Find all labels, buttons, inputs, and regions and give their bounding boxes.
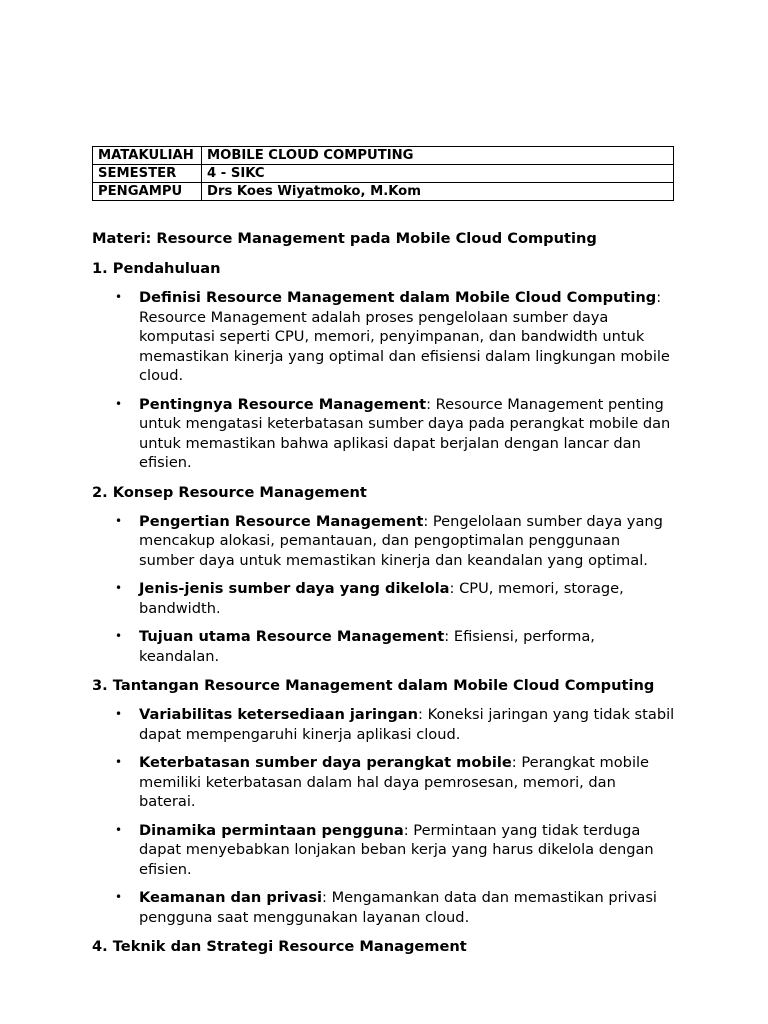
section-heading: 2. Konsep Resource Management [92, 483, 367, 501]
bullet-list [92, 705, 692, 927]
item-separator: : [403, 821, 409, 839]
list-item [92, 821, 677, 880]
bullet-list [92, 512, 692, 667]
list-item [92, 288, 677, 386]
item-text: Pengelolaan sumber daya yang mencakup alokasi, pemantauan, dan pengoptimalan penggunaan sumber daya untuk memastikan kinerja dan keandalan yang optimal. [139, 512, 663, 569]
list-item [92, 395, 677, 473]
table-row [93, 183, 674, 201]
item-text: Perangkat mobile memiliki keterbatasan dalam hal daya pemrosesan, memori, dan baterai. [139, 754, 650, 810]
item-text: CPU, memori, storage, bandwidth. [139, 580, 624, 617]
item-text: Resource Management penting untuk mengatasi keterbatasan sumber daya pada perangkat mobile dan untuk memastikan bahwa aplikasi dapat berjalan dengan lancar dan efisien. [139, 395, 671, 471]
bullet-icon: • [115, 581, 123, 595]
row-value: MOBILE CLOUD COMPUTING [202, 147, 674, 165]
item-separator: : [511, 754, 517, 771]
item-separator: : [423, 512, 429, 530]
list-item [92, 627, 677, 666]
row-label: MATAKULIAH [93, 147, 202, 165]
item-text: Resource Management adalah proses pengelolaan sumber daya komputasi seperti CPU, memori, penyimpanan, dan bandwidth untuk memastikan kinerja yang optimal dan efisiensi dalam lingkungan mobile cloud. [139, 308, 670, 384]
item-separator: : [322, 889, 327, 906]
materi-title: Materi: Resource Management pada Mobile Cloud Computing [92, 230, 597, 247]
row-label: SEMESTER [93, 165, 202, 183]
section-heading: 1. Pendahuluan [92, 260, 221, 277]
document-body [92, 229, 692, 957]
row-value: 4 - SIKC [202, 165, 674, 183]
section-heading: 4. Teknik dan Strategi Resource Management [92, 938, 467, 955]
bullet-icon: • [115, 755, 123, 769]
list-item [92, 753, 677, 812]
item-term: Pengertian Resource Management [139, 512, 424, 530]
list-item [92, 705, 677, 744]
item-separator: : [449, 580, 455, 597]
course-info-table [92, 146, 674, 201]
item-term: Jenis-jenis sumber daya yang dikelola [139, 580, 450, 597]
item-term: Pentingnya Resource Management [139, 395, 427, 413]
section-heading: 3. Tantangan Resource Management dalam Mobile Cloud Computing [92, 677, 655, 694]
bullet-list [92, 288, 692, 473]
row-value: Drs Koes Wiyatmoko, M.Kom [202, 183, 674, 201]
bullet-icon: • [115, 629, 123, 643]
item-separator: : [656, 289, 662, 306]
item-separator: : [418, 706, 423, 723]
item-text: Mengamankan data dan memastikan privasi pengguna saat menggunakan layanan cloud. [139, 889, 657, 926]
bullet-icon: • [115, 290, 123, 304]
item-text: Permintaan yang tidak terduga dapat menyebabkan lonjakan beban kerja yang harus dikelola dengan efisien. [139, 821, 654, 878]
item-term: Dinamika permintaan pengguna [139, 821, 404, 839]
row-label: PENGAMPU [93, 183, 202, 201]
bullet-icon: • [115, 513, 123, 528]
table-row [93, 147, 674, 165]
item-term: Variabilitas ketersediaan jaringan [139, 706, 419, 723]
bullet-icon: • [115, 890, 123, 904]
item-text: Koneksi jaringan yang tidak stabil dapat mempengaruhi kinerja aplikasi cloud. [139, 706, 675, 743]
item-separator: : [426, 395, 432, 413]
table-row [93, 165, 674, 183]
item-separator: : [444, 628, 450, 645]
item-term: Tujuan utama Resource Management [139, 628, 445, 645]
list-item [92, 512, 677, 571]
item-term: Definisi Resource Management dalam Mobile Cloud Computing [139, 289, 657, 306]
item-term: Keterbatasan sumber daya perangkat mobile [139, 754, 512, 771]
item-text: Efisiensi, performa, keandalan. [139, 628, 595, 665]
list-item [92, 888, 677, 927]
bullet-icon: • [115, 822, 123, 837]
item-term: Keamanan dan privasi [139, 889, 323, 906]
list-item [92, 579, 677, 618]
bullet-icon: • [115, 707, 123, 721]
bullet-icon: • [115, 396, 123, 411]
